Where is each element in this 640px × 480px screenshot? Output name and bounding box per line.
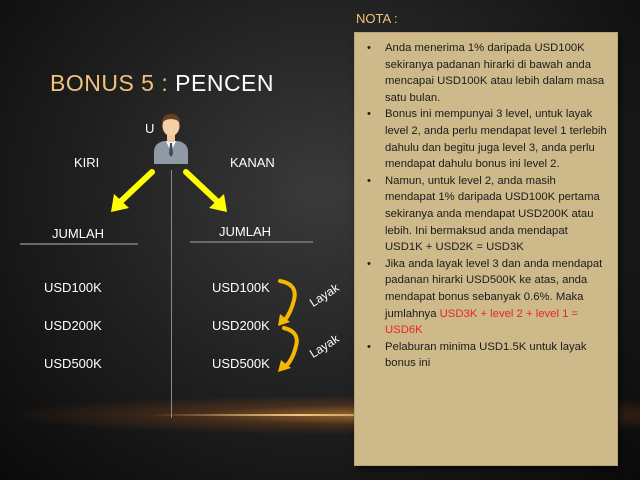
layak-label-1: Layak [307,280,342,310]
note-item-text: Bonus ini mempunyai 3 level, untuk layak level 2, anda perlu mendapat level 1 terlebih dahulu dan begitu juga level 3, anda perlu mendapat dahulu bonus ini level 2. [385,108,607,171]
right-value-3: USD500K [212,356,270,371]
note-item: • Pelaburan minima USD1.5K untuk layak bonus ini [367,340,587,370]
user-avatar-icon [152,112,190,164]
left-label: KIRI [74,155,100,170]
center-divider [171,170,172,418]
user-label: U [145,121,155,136]
note-highlight-text: USD3K + level 2 + level 1 = USD6K [385,307,579,337]
left-jumlah-header: JUMLAH [52,226,105,241]
layak-label-2: Layak [307,331,342,361]
right-value-2: USD200K [212,318,270,333]
left-value-2: USD200K [44,318,102,333]
note-item: • Bonus ini mempunyai 3 level, untuk layak level 2, anda perlu mendapat level 1 terlebih dahulu dan begitu juga level 3, anda perlu mendapat dahulu bonus ini level 2. [367,108,607,171]
note-item: • Anda menerima 1% daripada USD100K sekiranya padanan hirarki di bawah anda mencapai USD100K atau lebih dalam masa satu bulan. [367,42,605,104]
note-item-text: Pelaburan minima USD1.5K untuk layak bonus ini [385,340,587,370]
right-value-1: USD100K [212,280,270,295]
right-header-line [190,241,313,243]
right-label: KANAN [230,155,275,170]
left-value-1: USD100K [44,280,102,295]
note-item-text: Namun, untuk level 2, anda masih mendapat 1% daripada USD100K pertama sekiranya anda mendapat USD200K atau lebih. Ini bermaksud anda mendapat USD1K + USD2K = USD3K [385,174,600,254]
slide-title [50,70,274,97]
note-item-text: Jika anda layak level 3 dan anda mendapat padanan hirarki USD500K ke atas, anda mendapat bonus sebanyak 0.6%. Maka jumlahnya [385,257,603,320]
title-prefix: BONUS 5 : [50,70,169,96]
progress-curve-icon [270,276,310,380]
note-list [355,33,617,372]
right-jumlah-header: JUMLAH [219,224,272,239]
left-arrow-icon [108,168,158,216]
nota-title: NOTA : [356,11,398,26]
note-box [354,32,618,466]
title-main: PENCEN [175,70,275,96]
left-value-3: USD500K [44,356,102,371]
left-header-line [20,243,138,245]
right-arrow-icon [180,168,230,216]
note-item: • Jika anda layak level 3 dan anda mendapat padanan hirarki USD500K ke atas, anda mendapat bonus sebanyak 0.6%. Maka jumlahnya USD3K + level 2 + level 1 = USD6K [367,257,603,337]
note-item: • Namun, untuk level 2, anda masih mendapat 1% daripada USD100K pertama sekiranya anda mendapat USD200K atau lebih. Ini bermaksud anda mendapat USD1K + USD2K = USD3K [367,174,600,254]
note-item-text: Anda menerima 1% daripada USD100K sekiranya padanan hirarki di bawah anda mencapai USD100K atau lebih dalam masa satu bulan. [385,42,605,104]
